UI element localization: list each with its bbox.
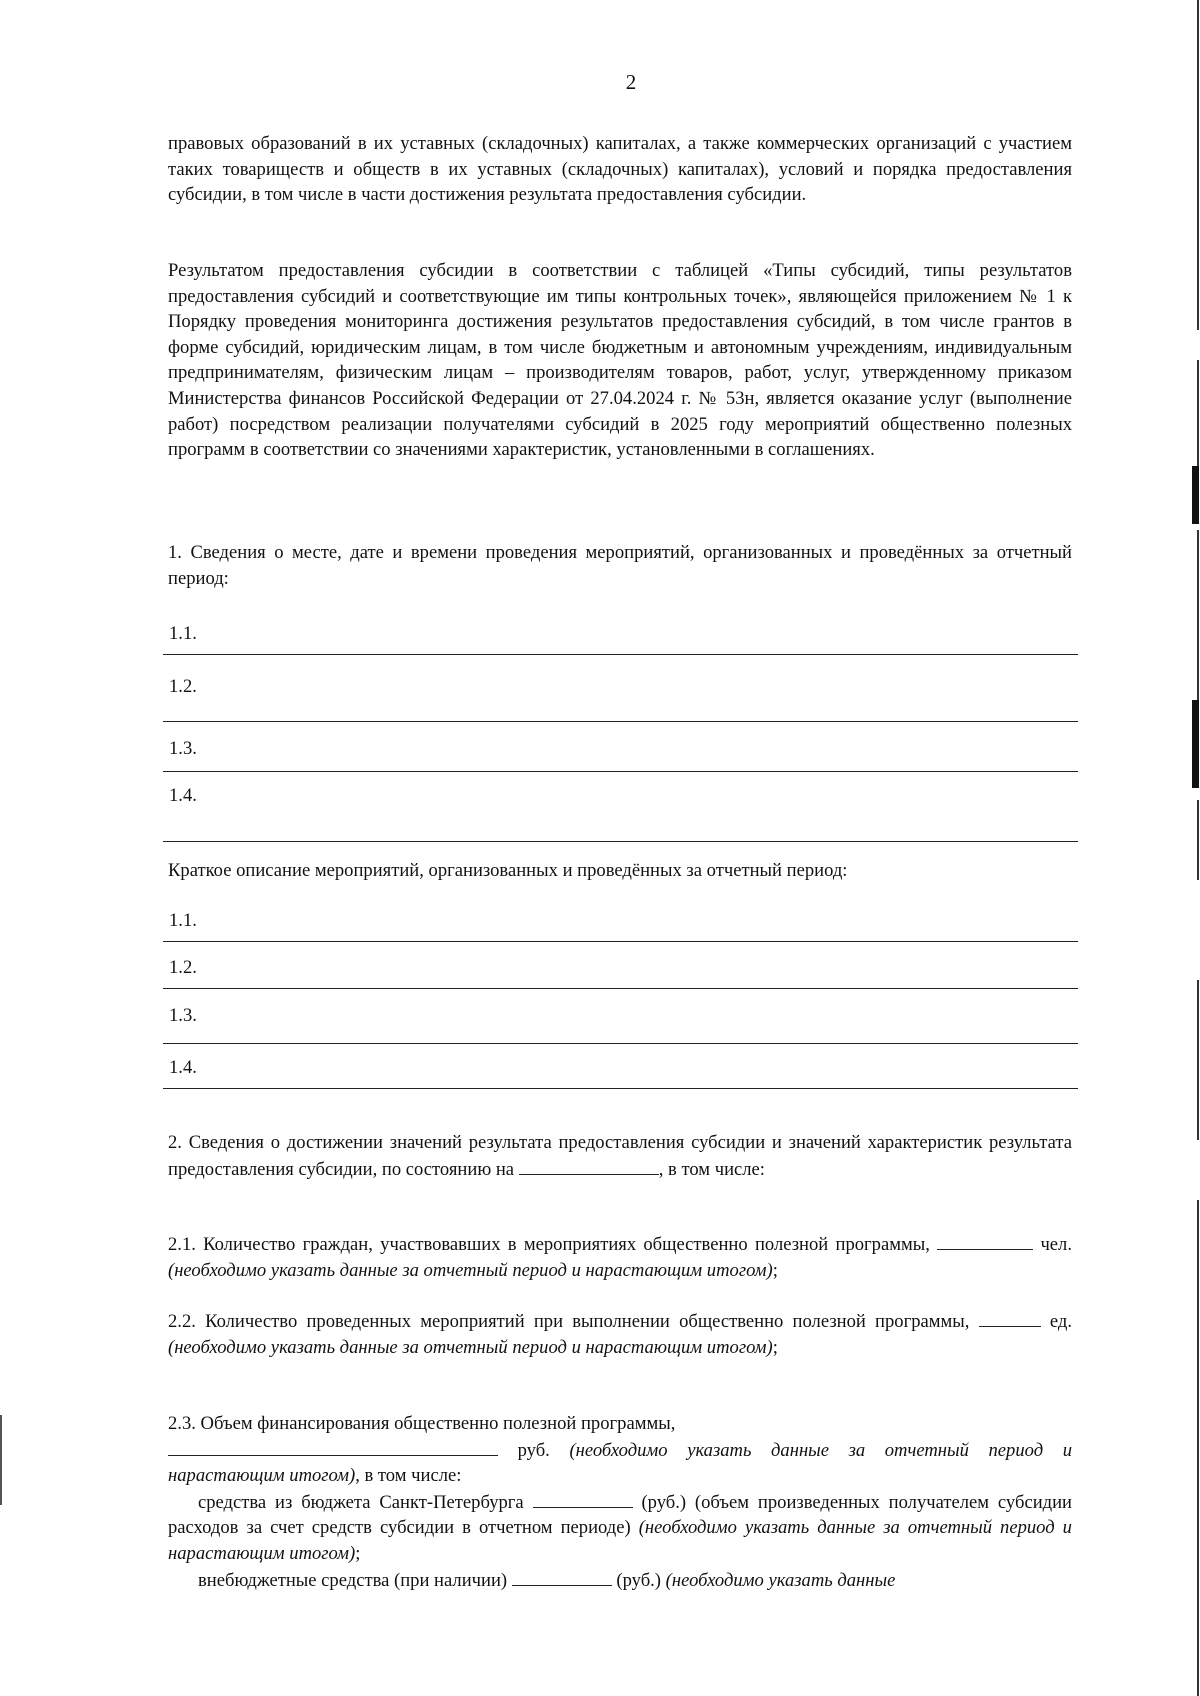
extra-text: (руб.) <box>616 1569 662 1591</box>
budget-end: ; <box>355 1542 361 1564</box>
item-2-3-note: (необходимо указать данные за отчетный период и нарастающим итогом) <box>168 1439 1072 1487</box>
scan-left-artifact <box>0 1415 2 1505</box>
item-2-2-text: 2.2. Количество проведенных мероприятий при выполнении общественно полезной программы, <box>168 1311 970 1332</box>
participants-blank[interactable] <box>937 1231 1033 1250</box>
section2-heading-text: 2. Сведения о достижении значений результата предоставления субсидии и значений характеристик результата предоставления субсидии, по состоянию на <box>168 1132 1072 1180</box>
events-blank[interactable] <box>979 1308 1041 1327</box>
item-number: 1.1. <box>169 910 197 931</box>
summary-item-2[interactable] <box>163 941 1078 989</box>
item-2-1 <box>168 1231 1072 1283</box>
item-2-3-unit: руб. <box>517 1439 550 1461</box>
budget-blank[interactable] <box>533 1489 633 1508</box>
summary-item-3[interactable] <box>163 988 1078 1044</box>
section1-item-1[interactable] <box>163 605 1078 655</box>
section1-item-4[interactable] <box>163 771 1078 842</box>
summary-heading: Краткое описание мероприятий, организованных и проведённых за отчетный период: <box>168 860 848 881</box>
item-2-2-end: ; <box>772 1336 778 1358</box>
budget-prefix: средства из бюджета Санкт-Петербурга <box>198 1491 524 1513</box>
item-2-3 <box>168 1411 1072 1593</box>
extra-funds-blank[interactable] <box>512 1567 612 1586</box>
extra-note: (необходимо указать данные <box>665 1569 896 1591</box>
funding-blank[interactable] <box>168 1437 498 1456</box>
item-2-2-unit: ед. <box>1049 1311 1072 1332</box>
extra-prefix: внебюджетные средства (при наличии) <box>198 1569 508 1591</box>
item-2-1-text: 2.1. Количество граждан, участвовавших в мероприятиях общественно полезной программы, <box>168 1234 930 1255</box>
item-number: 1.4. <box>169 785 197 806</box>
item-2-1-note: (необходимо указать данные за отчетный период и нарастающим итогом) <box>168 1259 773 1281</box>
item-number: 1.2. <box>169 957 197 978</box>
item-number: 1.3. <box>169 1005 197 1026</box>
page-number: 2 <box>625 70 637 94</box>
summary-item-1[interactable] <box>163 898 1078 942</box>
item-2-2-note: (необходимо указать данные за отчетный период и нарастающим итогом) <box>168 1336 773 1358</box>
item-number: 1.2. <box>169 676 197 697</box>
intro-paragraph: правовых образований в их уставных (складочных) капиталах, а также коммерческих организаций с участием таких товариществ и обществ в их уставных (складочных) капиталах), условий и порядка предоставления субсидии, в том числе в части достижения результата предоставления субсидии. <box>168 133 1072 206</box>
summary-item-4[interactable] <box>163 1043 1078 1089</box>
scan-edge-artifact <box>1188 0 1200 1696</box>
item-number: 1.4. <box>169 1057 197 1078</box>
date-blank[interactable] <box>519 1156 659 1175</box>
section2-heading-tail: в том числе: <box>668 1158 765 1180</box>
result-paragraph: Результатом предоставления субсидии в соответствии с таблицей «Типы субсидий, типы результатов предоставления субсидий и соответствующие им типы контрольных точек», являющейся приложением № 1 к Порядку проведения мониторинга достижения результатов предоставления субсидий, в том числе грантов в форме субсидий, юридическим лицам, в том числе бюджетным и автономным учреждениям, индивидуальным предпринимателям, физическим лицам – производителям товаров, работ, услуг, утвержденному приказом Министерства финансов Российской Федерации от 27.04.2024 г. № 53н, является оказание услуг (выполнение работ) посредством реализации получателями субсидий в 2025 году мероприятий общественно полезных программ в соответствии со значениями характеристик, установленными в соглашениях. <box>168 260 1072 461</box>
item-2-1-end: ; <box>772 1259 778 1281</box>
section1-heading: 1. Сведения о месте, дате и времени проведения мероприятий, организованных и проведённых за отчетный период: <box>168 542 1072 589</box>
item-2-3-text: 2.3. Объем финансирования общественно полезной программы, <box>168 1413 676 1434</box>
item-2-3-tail: , в том числе: <box>355 1465 462 1487</box>
section1-item-2[interactable] <box>163 654 1078 722</box>
section2-heading-comma: , <box>658 1158 664 1180</box>
budget-text: (руб.) (объем произведенных получателем субсидии расходов за счет средств субсидии в отчетном периоде) <box>168 1491 1073 1539</box>
item-2-1-unit: чел. <box>1040 1234 1072 1255</box>
section1-item-3[interactable] <box>163 721 1078 772</box>
item-2-2 <box>168 1308 1072 1360</box>
item-number: 1.1. <box>169 623 197 644</box>
section2-heading <box>168 1130 1072 1182</box>
budget-note: (необходимо указать данные за отчетный период и нарастающим итогом) <box>168 1517 1072 1564</box>
item-number: 1.3. <box>169 738 197 759</box>
